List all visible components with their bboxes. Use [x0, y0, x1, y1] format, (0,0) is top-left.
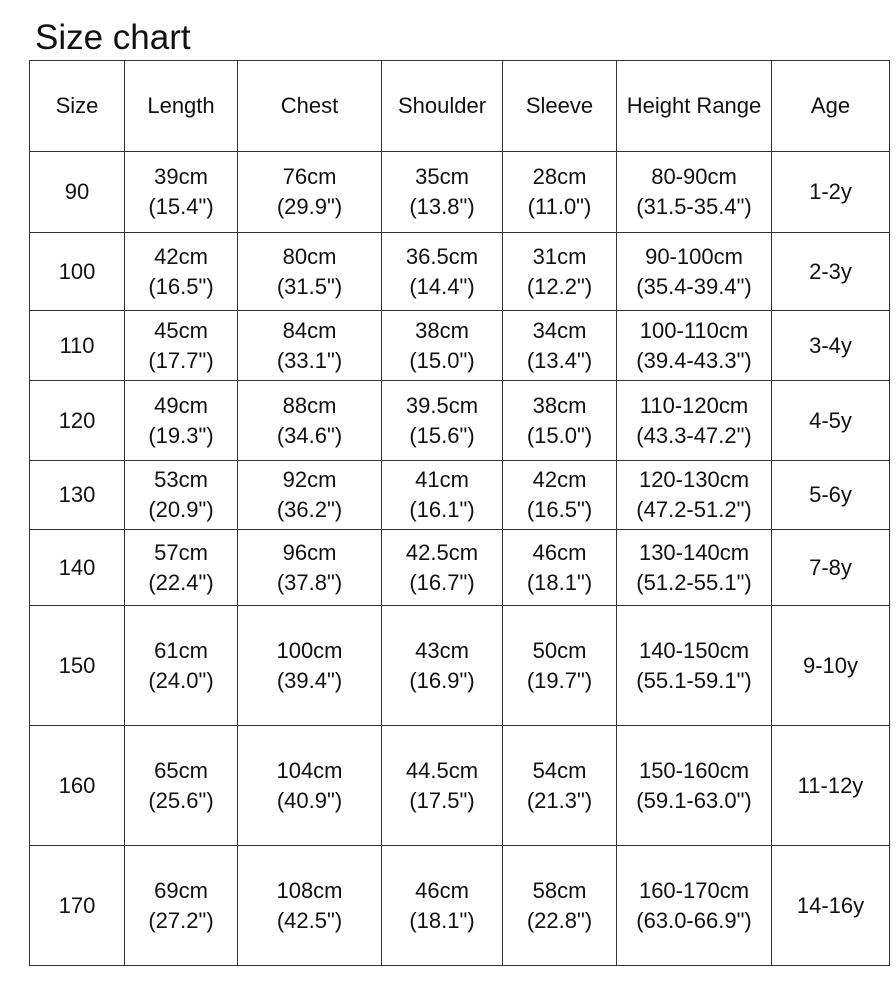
chest-cell-inch: (29.9") — [276, 194, 343, 219]
chest-cell-inch: (34.6") — [276, 422, 343, 448]
shoulder-cell-cm: 44.5cm — [405, 757, 479, 783]
size-cell: 140 — [30, 530, 125, 606]
length-cell — [125, 606, 238, 726]
sleeve-cell — [503, 233, 617, 311]
shoulder-cell-inch: (18.1") — [409, 907, 475, 933]
header-shoulder: Shoulder — [382, 61, 503, 152]
table-row — [30, 846, 890, 966]
table-row — [30, 152, 890, 233]
height-range-cell — [617, 381, 772, 461]
chest-cell-cm: 80cm — [282, 243, 337, 269]
height-range-cell-cm: 160-170cm — [638, 877, 750, 903]
length-cell — [125, 381, 238, 461]
length-cell — [125, 311, 238, 381]
length-cell-inch: (22.4") — [148, 569, 214, 595]
sleeve-cell-cm: 34cm — [532, 317, 587, 343]
table-row — [30, 726, 890, 846]
shoulder-cell-cm: 42.5cm — [405, 539, 479, 565]
shoulder-cell-cm: 38cm — [415, 317, 469, 343]
sleeve-cell — [503, 726, 617, 846]
table-row — [30, 381, 890, 461]
height-range-cell — [617, 152, 772, 233]
table-row — [30, 233, 890, 311]
length-cell — [125, 530, 238, 606]
length-cell — [125, 461, 238, 530]
chest-cell — [238, 381, 382, 461]
chest-cell — [238, 846, 382, 966]
height-range-cell-cm: 110-120cm — [639, 392, 749, 418]
chest-cell-cm: 108cm — [276, 877, 343, 903]
size-cell: 120 — [30, 381, 125, 461]
sleeve-cell-cm: 46cm — [532, 539, 587, 565]
age-cell: 5-6y — [772, 461, 890, 530]
length-cell — [125, 233, 238, 311]
height-range-cell-cm: 140-150cm — [638, 637, 750, 663]
chest-cell-inch: (36.2") — [276, 497, 343, 522]
size-cell: 90 — [30, 152, 125, 233]
sleeve-cell-cm: 50cm — [532, 637, 587, 663]
length-cell-inch: (16.5") — [148, 273, 214, 299]
chest-cell-inch: (42.5") — [276, 907, 343, 933]
length-cell-inch: (17.7") — [148, 347, 214, 373]
table-row — [30, 461, 890, 530]
shoulder-cell-inch: (15.6") — [409, 422, 475, 448]
age-cell: 14-16y — [772, 846, 890, 966]
table-row — [30, 606, 890, 726]
sleeve-cell-inch: (13.4") — [526, 347, 593, 373]
header-age: Age — [772, 61, 890, 152]
chest-cell — [238, 606, 382, 726]
sleeve-cell-cm: 31cm — [532, 243, 587, 269]
shoulder-cell-cm: 46cm — [415, 877, 469, 903]
height-range-cell-cm: 130-140cm — [638, 539, 750, 565]
sleeve-cell — [503, 461, 617, 530]
sleeve-cell-inch: (18.1") — [526, 569, 593, 595]
height-range-cell-inch: (39.4-43.3") — [636, 347, 752, 373]
height-range-cell — [617, 726, 772, 846]
height-range-cell-cm: 100-110cm — [639, 317, 749, 343]
size-cell: 150 — [30, 606, 125, 726]
shoulder-cell-inch: (17.5") — [409, 787, 475, 813]
sleeve-cell-cm: 42cm — [532, 467, 587, 492]
length-cell-inch: (24.0") — [148, 667, 214, 693]
height-range-cell-inch: (51.2-55.1") — [636, 569, 752, 595]
sleeve-cell — [503, 152, 617, 233]
shoulder-cell-inch: (16.1") — [409, 497, 475, 522]
chest-cell — [238, 152, 382, 233]
height-range-cell — [617, 233, 772, 311]
chest-cell-cm: 104cm — [276, 757, 343, 783]
shoulder-cell-inch: (14.4") — [409, 273, 475, 299]
sleeve-cell — [503, 381, 617, 461]
height-range-cell-inch: (55.1-59.1") — [636, 667, 752, 693]
length-cell — [125, 726, 238, 846]
sleeve-cell-inch: (11.0") — [527, 194, 592, 219]
length-cell-inch: (25.6") — [148, 787, 214, 813]
shoulder-cell — [382, 381, 503, 461]
length-cell-cm: 65cm — [154, 757, 208, 783]
height-range-cell-inch: (47.2-51.2") — [636, 497, 752, 522]
sleeve-cell — [503, 311, 617, 381]
size-cell: 130 — [30, 461, 125, 530]
chest-cell-cm: 84cm — [282, 317, 337, 343]
chest-cell — [238, 233, 382, 311]
size-cell: 170 — [30, 846, 125, 966]
shoulder-cell-cm: 39.5cm — [405, 392, 479, 418]
shoulder-cell-inch: (16.9") — [409, 667, 475, 693]
header-length: Length — [125, 61, 238, 152]
header-height-range: Height Range — [617, 61, 772, 152]
chest-cell-cm: 88cm — [282, 392, 337, 418]
header-size: Size — [30, 61, 125, 152]
chest-cell — [238, 726, 382, 846]
shoulder-cell — [382, 233, 503, 311]
chest-cell-inch: (31.5") — [276, 273, 343, 299]
header-chest: Chest — [238, 61, 382, 152]
shoulder-cell — [382, 606, 503, 726]
chest-cell-cm: 92cm — [282, 467, 337, 492]
height-range-cell-inch: (63.0-66.9") — [636, 907, 752, 933]
chest-cell-cm: 96cm — [282, 539, 337, 565]
length-cell — [125, 846, 238, 966]
length-cell-cm: 61cm — [154, 637, 208, 663]
length-cell-inch: (15.4") — [148, 194, 214, 219]
length-cell-inch: (27.2") — [148, 907, 214, 933]
age-cell: 4-5y — [772, 381, 890, 461]
length-cell-inch: (20.9") — [148, 497, 214, 522]
shoulder-cell-inch: (15.0") — [409, 347, 475, 373]
header-sleeve: Sleeve — [503, 61, 617, 152]
size-cell: 100 — [30, 233, 125, 311]
length-cell-cm: 45cm — [154, 317, 208, 343]
sleeve-cell — [503, 606, 617, 726]
length-cell-cm: 53cm — [154, 467, 208, 492]
size-cell: 110 — [30, 311, 125, 381]
chest-cell-inch: (39.4") — [276, 667, 343, 693]
height-range-cell-inch: (43.3-47.2") — [636, 422, 752, 448]
sleeve-cell — [503, 530, 617, 606]
sleeve-cell-inch: (16.5") — [526, 497, 593, 522]
table-row — [30, 311, 890, 381]
length-cell-cm: 42cm — [154, 243, 208, 269]
chest-cell-inch: (40.9") — [276, 787, 343, 813]
chest-cell — [238, 311, 382, 381]
height-range-cell-inch: (59.1-63.0") — [636, 787, 752, 813]
chest-cell-inch: (37.8") — [276, 569, 343, 595]
shoulder-cell — [382, 311, 503, 381]
sleeve-cell-inch: (21.3") — [526, 787, 593, 813]
length-cell-cm: 57cm — [154, 539, 208, 565]
shoulder-cell — [382, 152, 503, 233]
height-range-cell — [617, 846, 772, 966]
table-row — [30, 530, 890, 606]
chest-cell-cm: 76cm — [282, 164, 337, 189]
shoulder-cell-inch: (13.8") — [409, 194, 475, 219]
height-range-cell — [617, 530, 772, 606]
height-range-cell-cm: 80-90cm — [651, 164, 737, 189]
shoulder-cell-cm: 36.5cm — [405, 243, 479, 269]
chest-cell-cm: 100cm — [276, 637, 343, 663]
sleeve-cell-inch: (15.0") — [526, 422, 593, 448]
height-range-cell — [617, 311, 772, 381]
age-cell: 11-12y — [772, 726, 890, 846]
age-cell: 7-8y — [772, 530, 890, 606]
shoulder-cell-cm: 35cm — [415, 164, 469, 189]
length-cell-cm: 69cm — [154, 877, 208, 903]
height-range-cell-inch: (31.5-35.4") — [636, 194, 752, 219]
chest-cell-inch: (33.1") — [276, 347, 343, 373]
page-title: Size chart — [35, 18, 191, 57]
age-cell: 1-2y — [772, 152, 890, 233]
height-range-cell — [617, 606, 772, 726]
shoulder-cell — [382, 846, 503, 966]
shoulder-cell-inch: (16.7") — [409, 569, 475, 595]
sleeve-cell-inch: (19.7") — [526, 667, 593, 693]
sleeve-cell-inch: (22.8") — [526, 907, 593, 933]
length-cell-inch: (19.3") — [148, 422, 214, 448]
height-range-cell-cm: 90-100cm — [645, 243, 743, 269]
sleeve-cell — [503, 846, 617, 966]
age-cell: 2-3y — [772, 233, 890, 311]
length-cell-cm: 49cm — [154, 392, 208, 418]
sleeve-cell-inch: (12.2") — [526, 273, 593, 299]
header-row — [30, 61, 890, 152]
shoulder-cell — [382, 726, 503, 846]
shoulder-cell-cm: 43cm — [415, 637, 469, 663]
sleeve-cell-cm: 54cm — [532, 757, 587, 783]
sleeve-cell-cm: 38cm — [532, 392, 587, 418]
size-chart-table — [29, 60, 890, 966]
length-cell — [125, 152, 238, 233]
height-range-cell-cm: 150-160cm — [638, 757, 750, 783]
sleeve-cell-cm: 58cm — [532, 877, 587, 903]
chest-cell — [238, 530, 382, 606]
age-cell: 3-4y — [772, 311, 890, 381]
shoulder-cell — [382, 530, 503, 606]
chest-cell — [238, 461, 382, 530]
size-cell: 160 — [30, 726, 125, 846]
height-range-cell — [617, 461, 772, 530]
shoulder-cell — [382, 461, 503, 530]
height-range-cell-inch: (35.4-39.4") — [636, 273, 752, 299]
height-range-cell-cm: 120-130cm — [638, 467, 750, 492]
shoulder-cell-cm: 41cm — [415, 467, 469, 492]
length-cell-cm: 39cm — [154, 164, 208, 189]
age-cell: 9-10y — [772, 606, 890, 726]
sleeve-cell-cm: 28cm — [532, 164, 587, 189]
